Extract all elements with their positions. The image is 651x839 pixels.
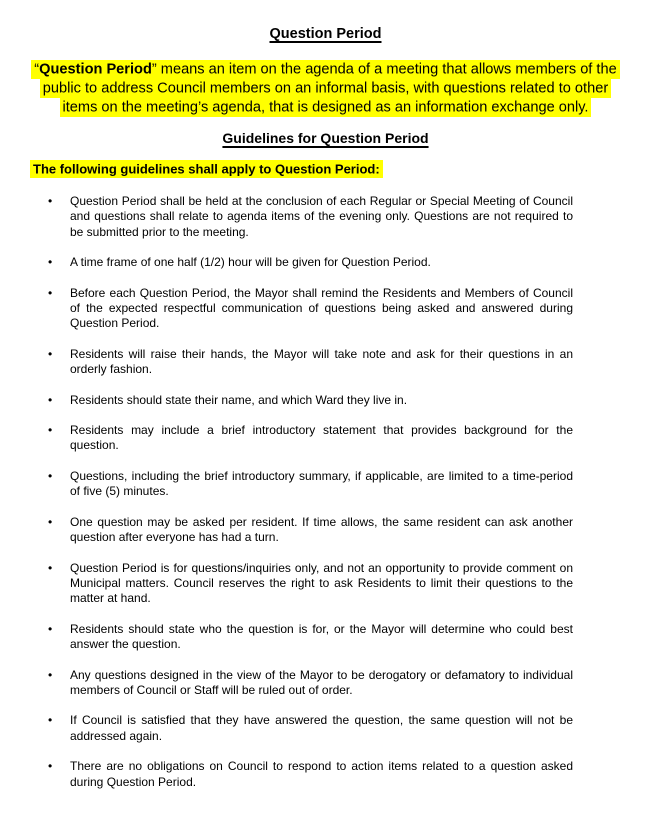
definition-line-1-rest: ” means an item on the agenda of a meeting that allows members of the <box>151 61 617 77</box>
list-item <box>48 423 573 454</box>
bullet-icon: • <box>48 392 53 407</box>
list-item-text: Questions, including the brief introductory summary, if applicable, are limited to a time-period of five (5) minutes. <box>70 468 573 499</box>
list-item-text: Residents should state who the question is for, or the Mayor will determine who could best answer the question. <box>70 621 573 652</box>
list-item-text: Residents may include a brief introductory statement that provides background for the question. <box>70 423 573 453</box>
bullet-icon: • <box>48 759 53 774</box>
list-item <box>48 468 573 500</box>
list-item-text: If Council is satisfied that they have answered the question, the same question will not be addressed again. <box>70 713 573 743</box>
list-item <box>48 560 573 607</box>
bullet-icon: • <box>48 194 53 208</box>
bullet-list <box>48 194 573 790</box>
page-title <box>0 25 651 43</box>
definition-line-3: items on the meeting’s agenda, that is designed as an information exchange only. <box>0 98 651 117</box>
guidelines-lead-text: The following guidelines shall apply to Question Period: <box>30 160 383 178</box>
list-item-text: Before each Question Period, the Mayor shall remind the Residents and Members of Council of the expected respectful communication of questions being asked and answered during Question Period. <box>70 285 573 331</box>
bullet-icon: • <box>48 255 53 270</box>
bullet-icon: • <box>48 468 53 483</box>
list-item <box>48 713 573 744</box>
page-title-text: Question Period <box>269 26 382 42</box>
bullet-icon: • <box>48 346 53 361</box>
list-item-text: Residents should state their name, and which Ward they live in. <box>70 392 408 407</box>
list-item <box>48 194 573 240</box>
bullet-icon: • <box>48 560 53 575</box>
definition-line-2: public to address Council members on an informal basis, with questions related to other <box>0 79 651 98</box>
list-item-text: One question may be asked per resident. If time allows, the same resident can ask another question after everyone has had a turn. <box>70 514 573 545</box>
section-heading-text: Guidelines for Question Period <box>222 130 429 146</box>
definition-term: Question Period <box>39 61 152 77</box>
open-quote: “ <box>34 61 40 77</box>
bullet-icon: • <box>48 514 53 529</box>
list-item <box>48 392 573 408</box>
list-item-text: Residents will raise their hands, the Mayor will take note and ask for their questions in an orderly fashion. <box>70 346 573 377</box>
list-item <box>48 667 573 699</box>
list-item <box>48 621 573 653</box>
list-item <box>48 759 573 790</box>
list-item-text: Question Period shall be held at the conclusion of each Regular or Special Meeting of Council and questions shall relate to agenda items of the evening only. Questions are not required to be submitted prior to the meeting. <box>70 194 573 239</box>
list-item <box>48 255 573 270</box>
guidelines-lead <box>30 161 621 177</box>
list-item <box>48 285 573 332</box>
list-item-text: Question Period is for questions/inquiries only, and not an opportunity to provide comment on Municipal matters. Council reserves the right to ask Residents to limit their questions to the matter at hand. <box>70 560 573 606</box>
list-item <box>48 346 573 378</box>
list-item-text: There are no obligations on Council to respond to action items related to a question asked during Question Period. <box>70 759 573 789</box>
section-heading <box>0 129 651 147</box>
bullet-icon: • <box>48 667 53 682</box>
list-item-text: Any questions designed in the view of the Mayor to be derogatory or defamatory to individual members of Council or Staff will be ruled out of order. <box>70 667 573 697</box>
bullet-icon: • <box>48 713 53 728</box>
definition-paragraph <box>0 60 651 117</box>
bullet-icon: • <box>48 621 53 636</box>
bullet-icon: • <box>48 423 53 438</box>
bullet-icon: • <box>48 285 53 300</box>
list-item <box>48 514 573 546</box>
definition-line-1 <box>0 60 651 79</box>
list-item-text: A time frame of one half (1/2) hour will be given for Question Period. <box>70 255 431 270</box>
